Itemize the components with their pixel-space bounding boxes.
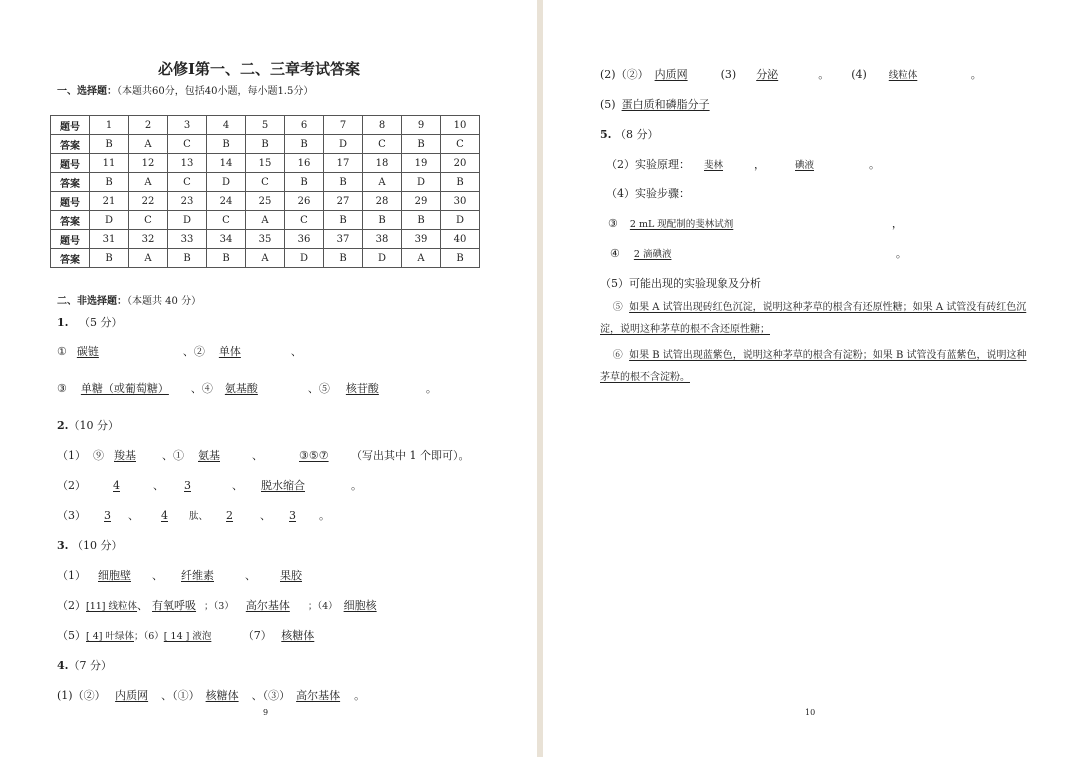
table-cell: 18 <box>363 154 402 173</box>
table-cell: B <box>441 173 480 192</box>
table-cell: C <box>168 173 207 192</box>
answer-blank: 羧基 <box>114 449 136 462</box>
q1-line-1 <box>57 343 302 359</box>
answer-blank: [ 4] 叶绿体 <box>86 631 134 642</box>
separator: (3) <box>720 68 737 81</box>
marker: (2)（②） <box>600 68 649 81</box>
r-line-5 <box>608 215 903 231</box>
table-cell: 33 <box>168 230 207 249</box>
table-cell: 37 <box>324 230 363 249</box>
answer-blank: 斐林 <box>704 160 724 171</box>
separator: 、① <box>162 449 184 462</box>
table-cell: B <box>363 211 402 230</box>
table-cell: A <box>246 211 285 230</box>
answer-blank: 3 <box>289 509 297 522</box>
marker: （3） <box>57 509 86 522</box>
r-line-4: （4）实验步骤： <box>606 187 690 200</box>
table-cell: 12 <box>129 154 168 173</box>
separator: 。 <box>425 382 437 395</box>
table-cell: 16 <box>285 154 324 173</box>
table-cell: 40 <box>441 230 480 249</box>
answer-blank: 内质网 <box>654 68 688 81</box>
page-number: 10 <box>805 708 816 717</box>
question-number: 1. <box>57 316 69 329</box>
table-cell: 7 <box>324 116 363 135</box>
answer-blank: [11] 线粒体 <box>86 601 138 612</box>
separator: 肽、 <box>189 511 209 522</box>
table-cell: D <box>90 211 129 230</box>
question-4-heading <box>57 657 112 673</box>
section-2-heading <box>57 292 201 307</box>
answer-text: 如果 A 试管出现砖红色沉淀，说明这种茅草的根含有还原性糖；如果 A 试管没有砖红色沉淀，说明这种茅草的根不含还原性糖； <box>600 302 1027 335</box>
table-cell: C <box>441 135 480 154</box>
page-number: 9 <box>263 708 269 717</box>
marker: (5) <box>600 98 616 111</box>
answer-blank: 核苷酸 <box>345 382 379 395</box>
table-cell: 8 <box>363 116 402 135</box>
table-cell: 1 <box>90 116 129 135</box>
separator: ；（4） <box>307 601 338 612</box>
table-cell: 9 <box>402 116 441 135</box>
r-line-6 <box>610 245 907 261</box>
r-line-9 <box>600 345 1030 389</box>
question-number: 5. <box>600 128 612 141</box>
table-cell: B <box>441 249 480 268</box>
answer-blank: 细胞核 <box>343 599 377 612</box>
table-cell: B <box>207 135 246 154</box>
answer-blank: 核糖体 <box>205 689 239 702</box>
question-5-heading <box>600 126 658 142</box>
answer-blank: 3 <box>104 509 111 522</box>
question-2-heading <box>57 417 119 433</box>
table-cell: 17 <box>324 154 363 173</box>
marker: （2） <box>57 599 86 612</box>
table-row <box>51 211 480 230</box>
marker: ① <box>57 345 67 358</box>
q3-line-1 <box>57 567 344 583</box>
answer-blank: 氨基 <box>198 449 220 462</box>
marker: ⑨ <box>93 449 104 462</box>
table-cell: 4 <box>207 116 246 135</box>
table-cell: B <box>402 135 441 154</box>
separator: 、 <box>290 345 302 358</box>
answer-blank: 高尔基体 <box>245 599 290 612</box>
table-cell: C <box>285 211 324 230</box>
table-cell: 26 <box>285 192 324 211</box>
separator: 、（①） <box>161 689 200 702</box>
table-cell: 3 <box>168 116 207 135</box>
separator: 、 <box>137 599 149 612</box>
separator: 、 <box>128 509 139 522</box>
table-cell: C <box>246 173 285 192</box>
table-cell: 14 <box>207 154 246 173</box>
table-cell: B <box>402 211 441 230</box>
separator: 、 <box>152 569 163 582</box>
table-row <box>51 173 480 192</box>
separator: 。 <box>895 247 907 260</box>
row-label: 答案 <box>51 249 90 268</box>
table-row <box>51 135 480 154</box>
separator: 。 <box>970 68 982 81</box>
q2-line-2 <box>57 477 362 493</box>
table-cell: 21 <box>90 192 129 211</box>
marker: （5） <box>57 629 86 642</box>
table-cell: C <box>129 211 168 230</box>
answer-blank: 碳链 <box>76 345 99 358</box>
marker: （1） <box>57 569 86 582</box>
answer-blank: 分泌 <box>756 68 779 81</box>
q4-line-1 <box>57 687 365 703</box>
question-score: （5 分） <box>78 316 123 329</box>
table-cell: B <box>324 173 363 192</box>
answer-blank: 单糖（或葡萄糖） <box>80 382 169 395</box>
table-cell: A <box>129 249 168 268</box>
question-score: （10 分） <box>68 419 119 432</box>
answer-blank: 碘液 <box>795 160 815 171</box>
separator: 。 <box>869 158 880 171</box>
table-cell: 25 <box>246 192 285 211</box>
separator: ， <box>891 217 903 230</box>
table-cell: 5 <box>246 116 285 135</box>
answer-blank: 3 <box>184 479 191 492</box>
row-label: 答案 <box>51 211 90 230</box>
section-1-note: （本题共60分，包括40小题，每小题1.5分） <box>117 86 314 97</box>
separator: 、 <box>153 479 164 492</box>
table-cell: B <box>90 173 129 192</box>
table-cell: B <box>285 135 324 154</box>
table-cell: D <box>324 135 363 154</box>
table-cell: 10 <box>441 116 480 135</box>
marker: （1） <box>57 449 86 462</box>
table-cell: 19 <box>402 154 441 173</box>
table-cell: 27 <box>324 192 363 211</box>
marker: ⑥ <box>612 350 623 361</box>
table-row <box>51 249 480 268</box>
answer-blank: 4 <box>161 509 168 522</box>
answer-blank: ③⑤⑦ <box>299 449 329 462</box>
table-cell: D <box>168 211 207 230</box>
question-3-heading <box>57 537 122 553</box>
table-cell: B <box>246 135 285 154</box>
q2-line-1 <box>57 447 470 463</box>
separator: 、 <box>252 449 263 462</box>
note-text: （写出其中 1 个即可）。 <box>351 449 470 462</box>
answer-blank: 果胶 <box>280 569 302 582</box>
separator: 。 <box>354 689 366 702</box>
table-cell: A <box>246 249 285 268</box>
question-score: （7 分） <box>68 659 112 672</box>
row-label: 答案 <box>51 135 90 154</box>
section-1-heading <box>57 82 313 97</box>
table-cell: 34 <box>207 230 246 249</box>
question-number: 3. <box>57 539 69 552</box>
answer-blank: 有氧呼吸 <box>152 599 197 612</box>
answer-blank: 2 滴碘液 <box>633 249 672 260</box>
answer-blank: 高尔基体 <box>296 689 341 702</box>
r-line-2 <box>600 96 710 112</box>
answer-blank: 脱水缩合 <box>261 479 305 492</box>
table-cell: 28 <box>363 192 402 211</box>
r-line-1 <box>600 66 982 82</box>
table-row <box>51 230 480 249</box>
table-cell: C <box>168 135 207 154</box>
table-cell: A <box>402 249 441 268</box>
answer-text: 如果 B 试管出现蓝紫色，说明这种茅草的根含有淀粉；如果 B 试管没有蓝紫色，说明这种茅草的根不含淀粉。 <box>600 350 1027 383</box>
separator: 、⑤ <box>307 382 330 395</box>
answer-blank: 内质网 <box>115 689 149 702</box>
table-cell: 39 <box>402 230 441 249</box>
table-cell: B <box>324 211 363 230</box>
page-9 <box>0 0 537 757</box>
table-cell: 30 <box>441 192 480 211</box>
answer-blank: 蛋白质和磷脂分子 <box>621 98 710 111</box>
question-score: （8 分） <box>614 128 659 141</box>
answer-blank: 单体 <box>218 345 241 358</box>
q1-line-2 <box>57 380 437 396</box>
table-cell: B <box>285 173 324 192</box>
answer-blank: 氨基酸 <box>224 382 258 395</box>
row-label: 题号 <box>51 192 90 211</box>
answer-blank: 2 <box>226 509 234 522</box>
question-1-heading <box>57 314 122 330</box>
table-cell: A <box>129 135 168 154</box>
table-cell: 24 <box>207 192 246 211</box>
table-cell: D <box>207 173 246 192</box>
table-cell: 6 <box>285 116 324 135</box>
separator: ；（3） <box>204 601 234 612</box>
table-cell: D <box>441 211 480 230</box>
section-2-title: 二、非选择题： <box>57 296 127 307</box>
answer-table <box>50 115 480 268</box>
table-cell: D <box>285 249 324 268</box>
separator: 、 <box>260 509 272 522</box>
question-number: 2. <box>57 419 69 432</box>
page-10 <box>543 0 1079 757</box>
section-1-title: 一、选择题： <box>57 86 117 97</box>
table-cell: B <box>324 249 363 268</box>
r-line-8 <box>600 297 1030 341</box>
answer-blank: 4 <box>113 479 120 492</box>
r-line-3 <box>606 156 880 172</box>
table-cell: 11 <box>90 154 129 173</box>
question-score: （10 分） <box>71 539 123 552</box>
separator: ， <box>754 158 765 171</box>
table-cell: 13 <box>168 154 207 173</box>
r-line-7: （5）可能出现的实验现象及分析 <box>600 277 761 290</box>
separator: （7） <box>242 629 272 642</box>
question-number: 4. <box>57 659 69 672</box>
separator: ；（6） <box>134 631 164 642</box>
separator: (4) <box>851 68 867 81</box>
row-label: 题号 <box>51 230 90 249</box>
table-cell: B <box>90 249 129 268</box>
table-cell: 29 <box>402 192 441 211</box>
marker: ③ <box>57 382 67 395</box>
table-cell: 36 <box>285 230 324 249</box>
separator: 。 <box>818 68 830 81</box>
answer-blank: 细胞壁 <box>98 569 131 582</box>
q3-line-2 <box>57 597 388 613</box>
table-cell: B <box>90 135 129 154</box>
table-row <box>51 154 480 173</box>
table-cell: A <box>129 173 168 192</box>
separator: 、② <box>182 345 205 358</box>
marker: (1)（②） <box>57 689 106 702</box>
table-cell: 2 <box>129 116 168 135</box>
table-cell: 32 <box>129 230 168 249</box>
table-cell: B <box>168 249 207 268</box>
table-cell: 20 <box>441 154 480 173</box>
row-label: 题号 <box>51 154 90 173</box>
table-cell: C <box>207 211 246 230</box>
table-cell: A <box>363 173 402 192</box>
marker: ⑤ <box>612 302 623 313</box>
separator: 。 <box>351 479 362 492</box>
answer-blank: [ 14 ] 液泡 <box>163 631 212 642</box>
separator: 、 <box>245 569 256 582</box>
table-cell: C <box>363 135 402 154</box>
answer-blank: 核糖体 <box>281 629 315 642</box>
answer-blank: 纤维素 <box>181 569 214 582</box>
table-cell: 38 <box>363 230 402 249</box>
section-2-note: （本题共 40 分） <box>127 296 202 307</box>
table-row <box>51 192 480 211</box>
marker: （2）实验原理： <box>606 158 690 171</box>
table-cell: 31 <box>90 230 129 249</box>
table-row <box>51 116 480 135</box>
answer-blank: 线粒体 <box>888 70 918 81</box>
answer-blank: 2 mL 现配制的斐林试剂 <box>629 219 734 230</box>
row-label: 题号 <box>51 116 90 135</box>
separator: 、（③） <box>251 689 291 702</box>
marker: ④ <box>610 247 620 260</box>
marker: （2） <box>57 479 86 492</box>
q2-line-3 <box>57 507 330 523</box>
table-cell: 35 <box>246 230 285 249</box>
page-title: 必修Ⅰ第一、二、三章考试答案 <box>158 60 361 78</box>
table-cell: D <box>402 173 441 192</box>
row-label: 答案 <box>51 173 90 192</box>
table-cell: D <box>363 249 402 268</box>
table-cell: 22 <box>129 192 168 211</box>
table-cell: 15 <box>246 154 285 173</box>
marker: ③ <box>608 217 618 230</box>
separator: 、④ <box>190 382 213 395</box>
table-cell: 23 <box>168 192 207 211</box>
separator: 、 <box>232 479 243 492</box>
q3-line-3 <box>57 627 341 643</box>
table-cell: B <box>207 249 246 268</box>
separator: 。 <box>319 509 331 522</box>
